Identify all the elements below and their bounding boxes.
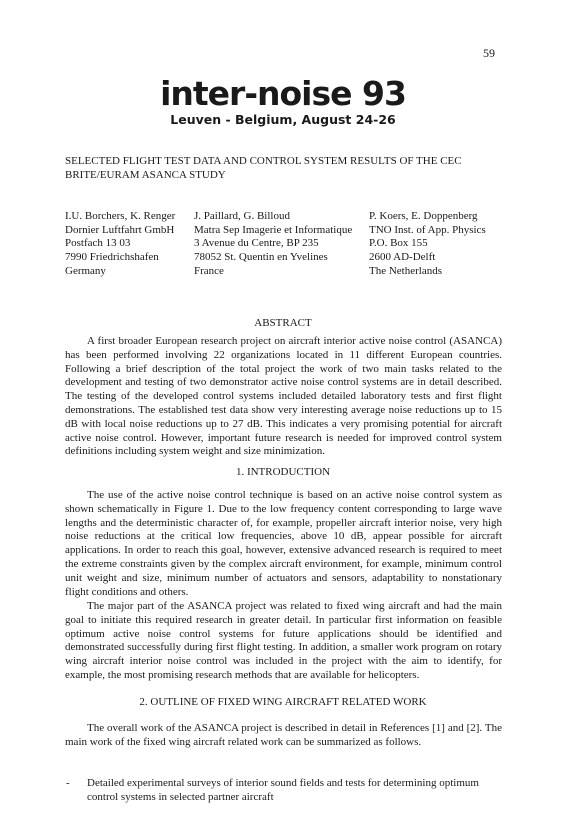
author-country: France xyxy=(194,264,224,277)
author-address-line: 7990 Friedrichshafen xyxy=(65,251,159,264)
section-heading-outline: 2. OUTLINE OF FIXED WING AIRCRAFT RELATED WORK xyxy=(139,696,427,708)
conference-title: inter-noise 93 xyxy=(160,74,406,113)
author-address-line: 3 Avenue du Centre, BP 235 xyxy=(194,237,319,250)
author-country: The Netherlands xyxy=(369,264,442,277)
bullet-dash: - xyxy=(66,777,70,789)
conference-subtitle: Leuven - Belgium, August 24-26 xyxy=(170,112,396,127)
author-block-dornier xyxy=(65,210,175,279)
abstract-heading: ABSTRACT xyxy=(254,317,312,329)
author-affiliation: Dornier Luftfahrt GmbH xyxy=(65,223,175,236)
author-address-line: 78052 St. Quentin en Yvelines xyxy=(194,251,328,264)
author-address-line: 2600 AD-Delft xyxy=(369,251,436,264)
introduction-paragraph-2: The major part of the ASANCA project was related to fixed wing aircraft and had the main goal to initiate this required research in greater detail. In particular first information on feasible optimum active noise control systems for future applications should be identified and demonstrated successfully during first flight testing. In addition, a smaller work program on rotary wing aircraft interior noise control was included in the project with the aim to identify, for example, the most promising research methods that are available for helicopters. xyxy=(65,600,502,681)
author-address-line: P.O. Box 155 xyxy=(369,237,428,250)
author-names: I.U. Borchers, K. Renger xyxy=(65,210,176,222)
author-country: Germany xyxy=(65,264,106,277)
outline-bullet-item xyxy=(66,777,499,805)
author-block-matra xyxy=(194,210,352,279)
author-affiliation: TNO Inst. of App. Physics xyxy=(369,223,486,236)
introduction-paragraph-1: The use of the active noise control technique is based on an active noise control system as shown schematically in Figure 1. Due to the low frequency content corresponding to large wave lengths and the deterministic character of, for example, propeller aircraft interior noise, very high noise reductions at the critical low frequencies, above 10 dB, appear possible for aircraft applications. In order to reach this goal, however, extensive advanced research is required to meet the extreme constraints given by the complex aircraft environment, for example, minimum control unit weight and size, minimum number of actuators and sensors, adaptability to nonstationary flight conditions and others. xyxy=(65,489,502,598)
author-affiliation: Matra Sep Imagerie et Informatique xyxy=(194,223,353,236)
author-names: J. Paillard, G. Billoud xyxy=(194,210,290,222)
page-number: 59 xyxy=(483,46,495,60)
bullet-text: Detailed experimental surveys of interior sound fields and tests for determining optimum control systems in selected partner aircraft xyxy=(87,777,479,803)
abstract-paragraph: A first broader European research project on aircraft interior active noise control (ASANCA) has been performed involving 22 organizations located in 11 different European countries. Following a brief description of the total project the work of two main tasks related to the development and testing of two demonstrator active noise control systems are in detail described. The testing of the developed control systems included detailed laboratory tests and first flight demonstrations. The established test data show very interesting average noise reductions up to 15 dB with local noise reductions up to 27 dB. This indicates a very promising potential for aircraft active noise control. However, important future research is needed for improved control system definitions including system weight and size minimization. xyxy=(65,335,502,458)
author-block-tno xyxy=(369,210,486,279)
author-names: P. Koers, E. Doppenberg xyxy=(369,210,478,222)
outline-paragraph-1: The overall work of the ASANCA project is described in detail in References [1] and [2]. The main work of the fixed wing aircraft related work can be summarized as follows. xyxy=(65,722,502,748)
paper-title: SELECTED FLIGHT TEST DATA AND CONTROL SYSTEM RESULTS OF THE CEC BRITE/EURAM ASANCA STUDY xyxy=(65,155,462,181)
section-heading-introduction: 1. INTRODUCTION xyxy=(235,466,331,478)
author-address-line: Postfach 13 03 xyxy=(65,237,131,250)
